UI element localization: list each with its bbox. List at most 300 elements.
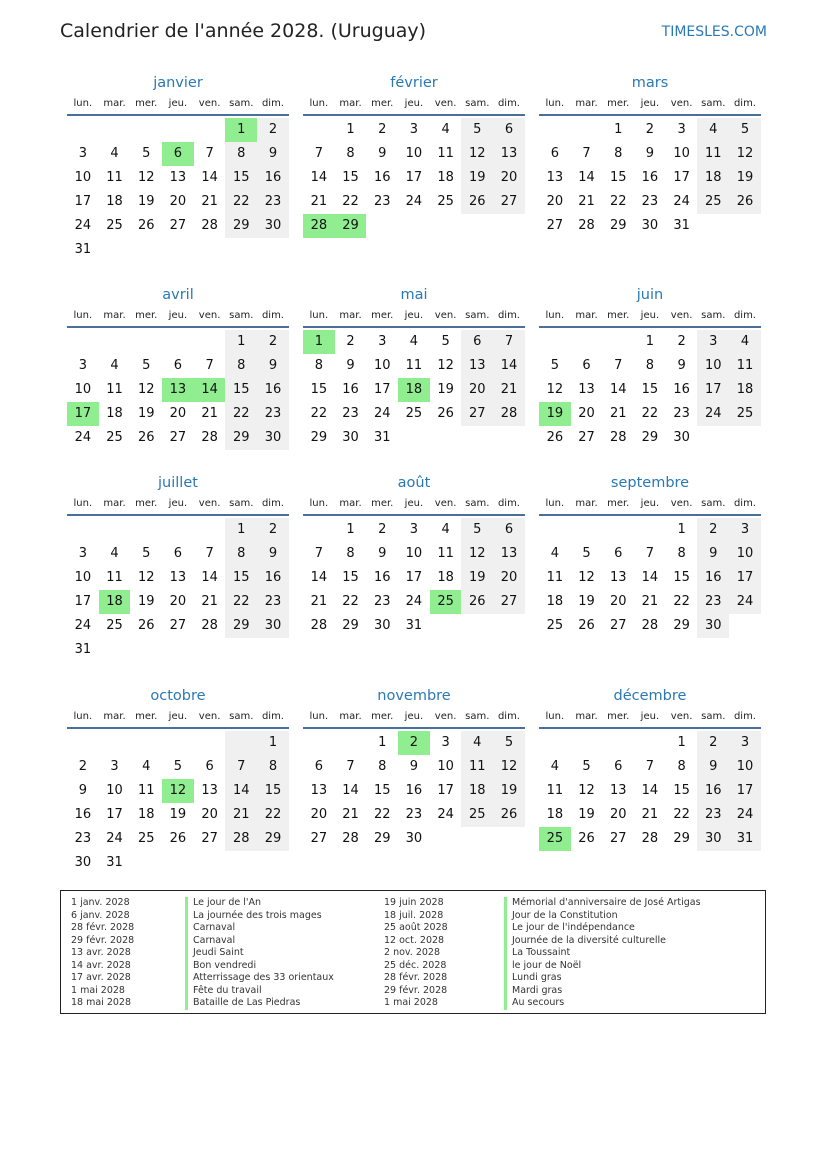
weekday-label: lun. [545, 711, 565, 722]
weekday-label: dim. [261, 310, 284, 321]
day-cell: 24 [74, 618, 92, 633]
day-cell: 14 [201, 570, 218, 585]
legend-holiday-name: Fête du travail [185, 985, 375, 998]
weekday-label: jeu. [168, 711, 188, 722]
day-cell: 16 [342, 382, 359, 397]
weekday-label: dim. [497, 310, 520, 321]
day-grid [67, 116, 289, 262]
day-cell: 27 [169, 430, 187, 445]
weekday-label: mar. [339, 711, 362, 722]
month-block [303, 284, 525, 450]
weekday-label: mar. [103, 498, 126, 509]
weekday-label: lun. [73, 498, 93, 509]
weekday-label: lun. [73, 98, 93, 109]
weekday-label: mar. [339, 310, 362, 321]
day-cell: 6 [614, 759, 623, 774]
legend-dates-col-2 [384, 897, 494, 1010]
day-cell: 5 [582, 759, 591, 774]
day-cell: 12 [461, 542, 493, 566]
day-cell: 15 [673, 783, 690, 798]
day-cell: 29 [225, 614, 257, 638]
day-cell: 20 [493, 566, 525, 590]
weekday-label: mar. [103, 98, 126, 109]
month-block [67, 472, 289, 662]
day-cell: 18 [461, 779, 493, 803]
day-cell: 15 [225, 378, 257, 402]
day-cell: 14 [225, 779, 257, 803]
day-cell: 25 [137, 831, 155, 846]
day-cell: 26 [137, 430, 155, 445]
day-cell: 14 [201, 170, 218, 185]
day-cell: 24 [437, 807, 454, 822]
day-cell: 18 [729, 378, 761, 402]
day-cell: 23 [257, 402, 289, 426]
day-cell: 22 [673, 807, 690, 822]
day-cell: 30 [257, 614, 289, 638]
day-cell: 28 [225, 827, 257, 851]
day-cell: 24 [74, 218, 92, 233]
day-cell: 26 [461, 590, 493, 614]
day-cell: 5 [461, 518, 493, 542]
day-cell: 13 [609, 570, 627, 585]
weekday-label: mer. [135, 310, 158, 321]
day-cell: 26 [137, 218, 155, 233]
day-cell: 4 [550, 759, 559, 774]
day-cell: 2 [257, 118, 289, 142]
day-cell: 10 [373, 358, 391, 373]
day-cell: 12 [729, 142, 761, 166]
legend-holiday-name: La journée des trois mages [185, 910, 375, 923]
holiday-day-cell: 18 [398, 378, 430, 402]
day-cell: 3 [729, 731, 761, 755]
day-cell: 10 [74, 382, 92, 397]
day-cell: 13 [310, 783, 328, 798]
day-cell: 23 [697, 590, 729, 614]
day-cell: 8 [346, 146, 355, 161]
day-cell: 7 [225, 755, 257, 779]
day-grid [303, 516, 525, 638]
day-cell: 11 [106, 382, 123, 397]
day-cell: 2 [378, 122, 387, 137]
empty-cell [162, 118, 194, 142]
day-cell: 31 [74, 642, 92, 657]
day-cell: 17 [729, 779, 761, 803]
day-cell: 17 [405, 570, 423, 585]
day-cell: 4 [550, 546, 559, 561]
weekday-label: ven. [434, 310, 457, 321]
day-cell: 31 [373, 430, 391, 445]
day-cell: 15 [257, 779, 289, 803]
day-cell: 2 [697, 731, 729, 755]
day-cell: 9 [677, 358, 686, 373]
day-cell: 13 [169, 570, 187, 585]
day-cell: 14 [641, 783, 659, 798]
holiday-day-cell: 1 [225, 118, 257, 142]
weekday-label: sam. [465, 498, 490, 509]
day-cell: 15 [225, 566, 257, 590]
day-cell: 27 [310, 831, 328, 846]
day-cell: 23 [405, 807, 423, 822]
holiday-day-cell: 2 [398, 731, 430, 755]
weekday-label: lun. [545, 98, 565, 109]
day-cell: 11 [697, 142, 729, 166]
weekday-label: jeu. [640, 498, 660, 509]
weekday-label: jeu. [404, 310, 424, 321]
day-cell: 12 [493, 755, 525, 779]
day-cell: 16 [405, 783, 423, 798]
weekday-label: ven. [198, 98, 221, 109]
day-cell: 9 [257, 142, 289, 166]
weekday-label: dim. [733, 711, 756, 722]
legend-date: 19 juin 2028 [384, 897, 444, 908]
weekday-label: jeu. [404, 498, 424, 509]
weekday-label: mar. [103, 711, 126, 722]
empty-cell [194, 731, 226, 755]
empty-cell [602, 330, 634, 354]
legend-date: 1 mai 2028 [71, 984, 125, 996]
day-cell: 26 [578, 831, 595, 846]
weekday-label: sam. [701, 711, 726, 722]
day-cell: 12 [137, 382, 155, 397]
weekday-label: jeu. [404, 98, 424, 109]
legend-date: 18 juil. 2028 [384, 909, 444, 921]
day-cell: 1 [677, 522, 686, 537]
day-cell: 31 [729, 827, 761, 851]
day-cell: 5 [441, 334, 450, 349]
day-cell: 24 [74, 430, 92, 445]
day-cell: 23 [257, 590, 289, 614]
day-cell: 19 [437, 382, 454, 397]
day-cell: 28 [201, 218, 218, 233]
day-cell: 9 [645, 146, 655, 161]
weekday-label: ven. [670, 310, 693, 321]
day-cell: 26 [729, 190, 761, 214]
day-cell: 2 [645, 122, 655, 137]
day-cell: 11 [437, 546, 454, 561]
day-cell: 30 [697, 827, 729, 851]
day-cell: 11 [405, 358, 423, 373]
day-cell: 9 [697, 542, 729, 566]
day-cell: 3 [409, 122, 419, 137]
day-cell: 20 [310, 807, 328, 822]
legend-dates-col-1 [71, 897, 181, 1010]
day-cell: 3 [378, 334, 387, 349]
day-cell: 6 [550, 146, 559, 161]
month-name: août [397, 475, 431, 491]
day-cell: 18 [437, 170, 454, 185]
day-cell: 4 [110, 358, 119, 373]
day-cell: 22 [609, 194, 627, 209]
day-cell: 16 [373, 170, 391, 185]
day-cell: 21 [493, 378, 525, 402]
day-cell: 29 [342, 618, 359, 633]
weekday-label: dim. [497, 711, 520, 722]
legend-date: 28 févr. 2028 [71, 922, 135, 933]
day-cell: 21 [578, 194, 595, 209]
day-cell: 20 [169, 594, 187, 609]
legend-holiday-name: Carnaval [185, 922, 375, 935]
empty-cell [571, 518, 603, 542]
day-cell: 14 [342, 783, 359, 798]
weekday-label: ven. [434, 98, 457, 109]
weekday-label: jeu. [168, 498, 188, 509]
weekday-label: jeu. [640, 711, 660, 722]
day-cell: 18 [546, 594, 564, 609]
day-cell: 1 [225, 330, 257, 354]
legend-holiday-name: Journée de la diversité culturelle [504, 935, 759, 948]
day-cell: 17 [74, 594, 92, 609]
weekday-label: ven. [670, 498, 693, 509]
day-cell: 6 [173, 358, 183, 373]
day-cell: 12 [461, 142, 493, 166]
day-cell: 18 [137, 807, 155, 822]
weekday-label: mar. [575, 498, 598, 509]
day-cell: 28 [201, 618, 218, 633]
day-cell: 23 [641, 194, 659, 209]
day-cell: 10 [405, 546, 423, 561]
day-cell: 22 [673, 594, 690, 609]
day-cell: 10 [697, 354, 729, 378]
empty-cell [571, 118, 603, 142]
month-name: mai [400, 287, 428, 303]
legend-date: 1 mai 2028 [384, 997, 438, 1008]
holiday-day-cell: 14 [194, 378, 226, 402]
day-cell: 26 [169, 831, 187, 846]
day-cell: 27 [169, 618, 187, 633]
empty-cell [571, 731, 603, 755]
day-cell: 29 [373, 831, 391, 846]
day-cell: 3 [697, 330, 729, 354]
empty-cell [130, 330, 162, 354]
day-cell: 13 [578, 382, 595, 397]
day-cell: 3 [729, 518, 761, 542]
legend-holiday-name: Lundi gras [504, 972, 759, 985]
day-cell: 15 [225, 166, 257, 190]
day-cell: 1 [257, 731, 289, 755]
day-cell: 19 [578, 594, 595, 609]
day-cell: 5 [142, 358, 151, 373]
weekday-label: sam. [465, 98, 490, 109]
day-cell: 27 [546, 218, 564, 233]
day-cell: 7 [205, 358, 214, 373]
month-name: juin [636, 287, 664, 303]
day-cell: 9 [697, 755, 729, 779]
empty-cell [303, 731, 335, 755]
empty-cell [303, 118, 335, 142]
day-cell: 15 [310, 382, 328, 397]
day-cell: 27 [461, 402, 493, 426]
weekday-label: mer. [607, 310, 630, 321]
month-block [539, 472, 761, 638]
day-cell: 25 [405, 406, 423, 421]
day-cell: 15 [609, 170, 627, 185]
day-cell: 19 [493, 779, 525, 803]
weekday-header [539, 707, 761, 729]
day-cell: 18 [697, 166, 729, 190]
day-cell: 6 [614, 546, 623, 561]
empty-cell [602, 731, 634, 755]
day-cell: 4 [729, 330, 761, 354]
brand-logo[interactable]: TIMESLES.COM [661, 24, 767, 40]
empty-cell [539, 518, 571, 542]
day-cell: 24 [673, 194, 690, 209]
holiday-day-cell: 6 [162, 142, 194, 166]
day-cell: 9 [257, 354, 289, 378]
day-cell: 23 [373, 594, 391, 609]
day-cell: 8 [645, 358, 655, 373]
day-cell: 27 [169, 218, 187, 233]
weekday-label: ven. [670, 711, 693, 722]
day-cell: 18 [106, 194, 123, 209]
day-cell: 31 [405, 618, 423, 633]
day-cell: 30 [257, 214, 289, 238]
day-cell: 27 [201, 831, 218, 846]
day-cell: 13 [546, 170, 564, 185]
month-block [67, 72, 289, 262]
holiday-day-cell: 1 [303, 330, 335, 354]
empty-cell [539, 330, 571, 354]
day-cell: 20 [546, 194, 564, 209]
day-cell: 25 [106, 430, 123, 445]
day-cell: 18 [546, 807, 564, 822]
empty-cell [99, 330, 131, 354]
month-name: décembre [613, 688, 687, 704]
day-cell: 7 [346, 759, 355, 774]
day-cell: 28 [493, 402, 525, 426]
day-cell: 3 [409, 522, 419, 537]
day-cell: 15 [342, 570, 359, 585]
day-cell: 23 [697, 803, 729, 827]
month-name: juillet [158, 475, 198, 491]
day-cell: 6 [582, 358, 591, 373]
empty-cell [194, 330, 226, 354]
day-cell: 24 [697, 402, 729, 426]
day-cell: 8 [677, 546, 686, 561]
legend-holiday-name: La Toussaint [504, 947, 759, 960]
day-cell: 27 [609, 618, 627, 633]
weekday-label: sam. [229, 498, 254, 509]
empty-cell [67, 731, 99, 755]
holiday-day-cell: 29 [335, 214, 367, 238]
day-cell: 13 [609, 783, 627, 798]
day-cell: 2 [378, 522, 387, 537]
day-cell: 21 [201, 594, 218, 609]
day-cell: 11 [546, 783, 564, 798]
day-cell: 2 [257, 330, 289, 354]
day-cell: 6 [493, 518, 525, 542]
day-cell: 9 [378, 146, 387, 161]
day-cell: 25 [106, 218, 123, 233]
day-cell: 21 [609, 406, 627, 421]
holiday-legend [60, 890, 766, 1014]
day-grid [539, 116, 761, 238]
day-cell: 30 [405, 831, 423, 846]
day-cell: 1 [346, 122, 355, 137]
day-cell: 21 [310, 594, 328, 609]
day-cell: 16 [641, 170, 659, 185]
empty-cell [130, 731, 162, 755]
day-cell: 2 [78, 759, 87, 774]
day-cell: 19 [578, 807, 595, 822]
day-cell: 5 [582, 546, 591, 561]
day-cell: 27 [578, 430, 595, 445]
day-cell: 8 [314, 358, 323, 373]
month-block [303, 472, 525, 638]
day-cell: 13 [493, 542, 525, 566]
day-cell: 22 [225, 590, 257, 614]
day-cell: 10 [673, 146, 690, 161]
legend-holiday-name: Bon vendredi [185, 960, 375, 973]
day-cell: 26 [437, 406, 454, 421]
day-cell: 23 [342, 406, 359, 421]
day-cell: 21 [641, 807, 659, 822]
empty-cell [99, 731, 131, 755]
weekday-label: mer. [135, 711, 158, 722]
day-cell: 5 [461, 118, 493, 142]
day-cell: 7 [614, 358, 623, 373]
weekday-label: ven. [198, 711, 221, 722]
day-cell: 8 [225, 542, 257, 566]
day-cell: 30 [697, 614, 729, 638]
day-cell: 29 [609, 218, 627, 233]
day-cell: 20 [169, 194, 187, 209]
weekday-label: mar. [575, 310, 598, 321]
day-cell: 10 [106, 783, 123, 798]
day-cell: 1 [645, 334, 655, 349]
holiday-day-cell: 13 [162, 378, 194, 402]
day-cell: 22 [257, 803, 289, 827]
weekday-label: dim. [497, 98, 520, 109]
day-cell: 10 [437, 759, 454, 774]
weekday-label: ven. [198, 310, 221, 321]
month-name: mars [631, 75, 669, 91]
day-cell: 10 [729, 755, 761, 779]
month-block [539, 72, 761, 238]
day-cell: 24 [106, 831, 123, 846]
legend-date: 14 avr. 2028 [71, 959, 131, 971]
day-cell: 13 [461, 354, 493, 378]
weekday-label: jeu. [168, 98, 188, 109]
day-cell: 13 [201, 783, 218, 798]
weekday-label: mer. [607, 711, 630, 722]
day-cell: 26 [137, 618, 155, 633]
day-cell: 9 [346, 358, 355, 373]
weekday-label: sam. [465, 711, 490, 722]
weekday-label: mer. [607, 498, 630, 509]
weekday-label: lun. [309, 98, 329, 109]
day-cell: 8 [378, 759, 387, 774]
day-cell: 16 [373, 570, 391, 585]
day-cell: 4 [441, 122, 450, 137]
day-cell: 6 [314, 759, 323, 774]
weekday-label: sam. [229, 711, 254, 722]
day-cell: 16 [74, 807, 92, 822]
legend-holiday-name: Atterrissage des 33 orientaux [185, 972, 375, 985]
weekday-label: mer. [371, 310, 394, 321]
day-cell: 27 [609, 831, 627, 846]
day-cell: 3 [78, 546, 87, 561]
empty-cell [539, 731, 571, 755]
day-cell: 3 [677, 122, 686, 137]
month-block [67, 284, 289, 450]
day-cell: 16 [697, 566, 729, 590]
day-cell: 8 [346, 546, 355, 561]
day-cell: 2 [697, 518, 729, 542]
day-cell: 17 [673, 170, 690, 185]
day-cell: 26 [546, 430, 564, 445]
legend-date: 13 avr. 2028 [71, 947, 131, 958]
day-cell: 17 [373, 382, 391, 397]
